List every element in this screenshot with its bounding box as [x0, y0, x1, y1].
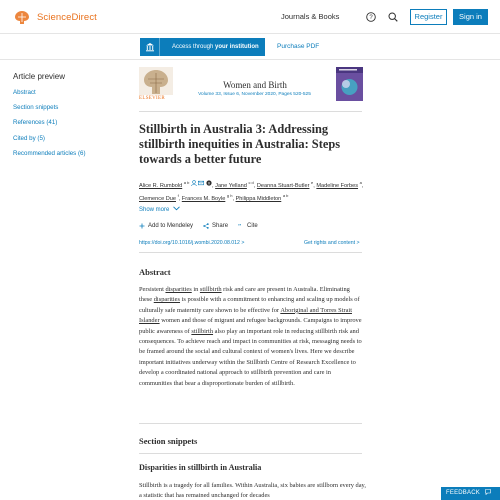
person-icon[interactable] — [191, 180, 197, 186]
feedback-button[interactable] — [441, 487, 500, 500]
chevron-right-icon: > — [356, 240, 360, 246]
author-name[interactable]: Frances M. Boyle — [181, 195, 226, 202]
meta-divider — [139, 252, 362, 253]
term-link[interactable]: stillbirth — [191, 327, 214, 335]
author-list: Alice R. Rumbold $^{a b}$ , Jane Yelland $^{c d}$, Deanna Stuart-Butler $^e$, Madeline Forbes $^a$, Clemence Due $^f$, Frances M. Boyle $^{g h}$, Philippa Middleton $^{a b}$ — [139, 180, 364, 202]
author-name[interactable]: Deanna Stuart-Butler — [256, 182, 310, 189]
author-affiliation[interactable]: f — [177, 192, 179, 198]
header-divider — [139, 111, 362, 112]
article-outline-sidebar — [13, 72, 123, 165]
author-name[interactable]: Madeline Forbes — [316, 182, 359, 189]
share-label: Share — [212, 223, 229, 229]
term-link[interactable]: Aboriginal and Torres Strait Islander — [139, 306, 352, 325]
access-institution-button[interactable] — [140, 38, 265, 56]
sidebar-title: Article preview — [13, 72, 66, 81]
search-icon[interactable] — [388, 12, 398, 22]
snippet-subheading: Disparities in stillbirth in Australia — [139, 463, 262, 472]
share-button[interactable] — [203, 223, 228, 229]
sidebar-item-abstract[interactable]: Abstract — [13, 89, 36, 96]
sidebar-item-references[interactable]: References (41) — [13, 119, 58, 127]
add-to-mendeley-button[interactable] — [139, 223, 193, 229]
top-header — [0, 0, 500, 34]
cite-button[interactable] — [238, 223, 258, 229]
author-affiliation[interactable]: a b — [183, 180, 190, 185]
journal-issue[interactable]: Volume 33, Issue 6, November 2020, Pages 520-525 — [198, 92, 311, 97]
share-icon — [203, 223, 209, 229]
orcid-icon[interactable] — [206, 180, 212, 186]
access-label: Access through your institution — [172, 44, 259, 50]
author-name[interactable]: Philippa Middleton — [235, 195, 282, 202]
feedback-label: FEEDBACK — [446, 490, 480, 496]
help-icon[interactable] — [366, 12, 376, 22]
show-more-label: Show more — [139, 207, 170, 213]
journals-books-link[interactable]: Journals & Books — [281, 12, 340, 21]
term-link[interactable]: disparities — [165, 286, 192, 293]
journal-name[interactable]: Women and Birth — [223, 80, 287, 90]
access-bar — [0, 34, 500, 60]
rights-link[interactable]: Get rights and content > — [304, 240, 360, 246]
journal-cover-image[interactable] — [336, 67, 363, 101]
institution-icon — [145, 42, 155, 52]
abstract-divider — [139, 423, 362, 424]
snippets-divider — [139, 453, 362, 454]
signin-button[interactable]: Sign in — [453, 9, 488, 25]
author-name[interactable]: Clemence Due — [139, 195, 176, 202]
publisher-name: ELSEVIER — [139, 96, 166, 101]
brand-name: ScienceDirect — [37, 11, 97, 23]
author-name[interactable]: Alice R. Rumbold — [139, 182, 183, 189]
cite-label: Cite — [247, 223, 258, 229]
author-affiliation[interactable]: e — [311, 180, 314, 185]
chat-bubble-icon — [485, 489, 491, 495]
external-link-icon: > — [241, 240, 245, 246]
chevron-down-icon — [173, 206, 180, 211]
register-button[interactable]: Register — [410, 9, 447, 25]
term-link[interactable]: disparities — [153, 296, 181, 304]
abstract-text: Persistent disparities in stillbirth risk and care are present in Australia. Eliminating these disparities is possible with a commitment to enhancing and scaling up models of culturally safe maternity care shown to be effective for Aboriginal and Torres Strait Islander women and those of migrant and refugee backgrounds. Campaigns to improve public awareness of stillbirth also play an important role in reducing stillbirth risk and consequences. To achieve reach and impact in communities at risk, messaging needs to be framed around the social and cultural context of women's lives. Here we describe important initiatives underway within the Stillbirth Centre of Research Excellence to develop a coordinated national approach to stillbirth prevention and care in communities that bear a disproportionate burden of stillbirth. — [139, 286, 362, 387]
author-icons — [191, 180, 212, 190]
author-affiliation[interactable]: a b — [282, 192, 289, 198]
doi-link[interactable]: https://doi.org/10.1016/j.wombi.2020.08.012 > — [139, 240, 245, 246]
snippet-text: Stillbirth is a tragedy for all families. Within Australia, six babies are stillborn every day, a statistic that has remained unchanged for decades — [139, 482, 366, 500]
article-actions — [139, 223, 268, 229]
section-snippets-heading: Section snippets — [139, 436, 198, 446]
author-affiliation[interactable]: g h — [226, 192, 233, 198]
article-title: Stillbirth in Australia 3: Addressing stillbirth inequities in Australia: Steps towards a better future — [139, 122, 341, 166]
author-affiliation[interactable]: c d — [248, 180, 254, 185]
sidebar-item-section-snippets[interactable]: Section snippets — [13, 104, 59, 112]
mendeley-label: Add to Mendeley — [148, 223, 194, 229]
svg-text:”: ” — [238, 223, 242, 229]
quote-icon — [238, 223, 244, 229]
sidebar-item-recommended[interactable]: Recommended articles (6) — [13, 149, 86, 157]
term-link[interactable]: stillbirth — [199, 286, 222, 293]
abstract-heading: Abstract — [139, 267, 171, 277]
purchase-pdf-link[interactable]: Purchase PDF — [277, 43, 320, 50]
sciencedirect-logo[interactable] — [12, 9, 97, 25]
sidebar-item-cited-by[interactable]: Cited by (5) — [13, 134, 45, 142]
author-name[interactable]: Jane Yelland — [215, 182, 247, 189]
email-icon[interactable] — [198, 180, 204, 186]
elsevier-tree-icon — [12, 9, 32, 25]
author-affiliation[interactable]: a — [359, 180, 362, 185]
plus-icon — [139, 223, 145, 229]
svg-text:?: ? — [369, 15, 373, 22]
institution-icon-wrap — [140, 38, 160, 56]
show-more-button[interactable] — [139, 206, 180, 213]
